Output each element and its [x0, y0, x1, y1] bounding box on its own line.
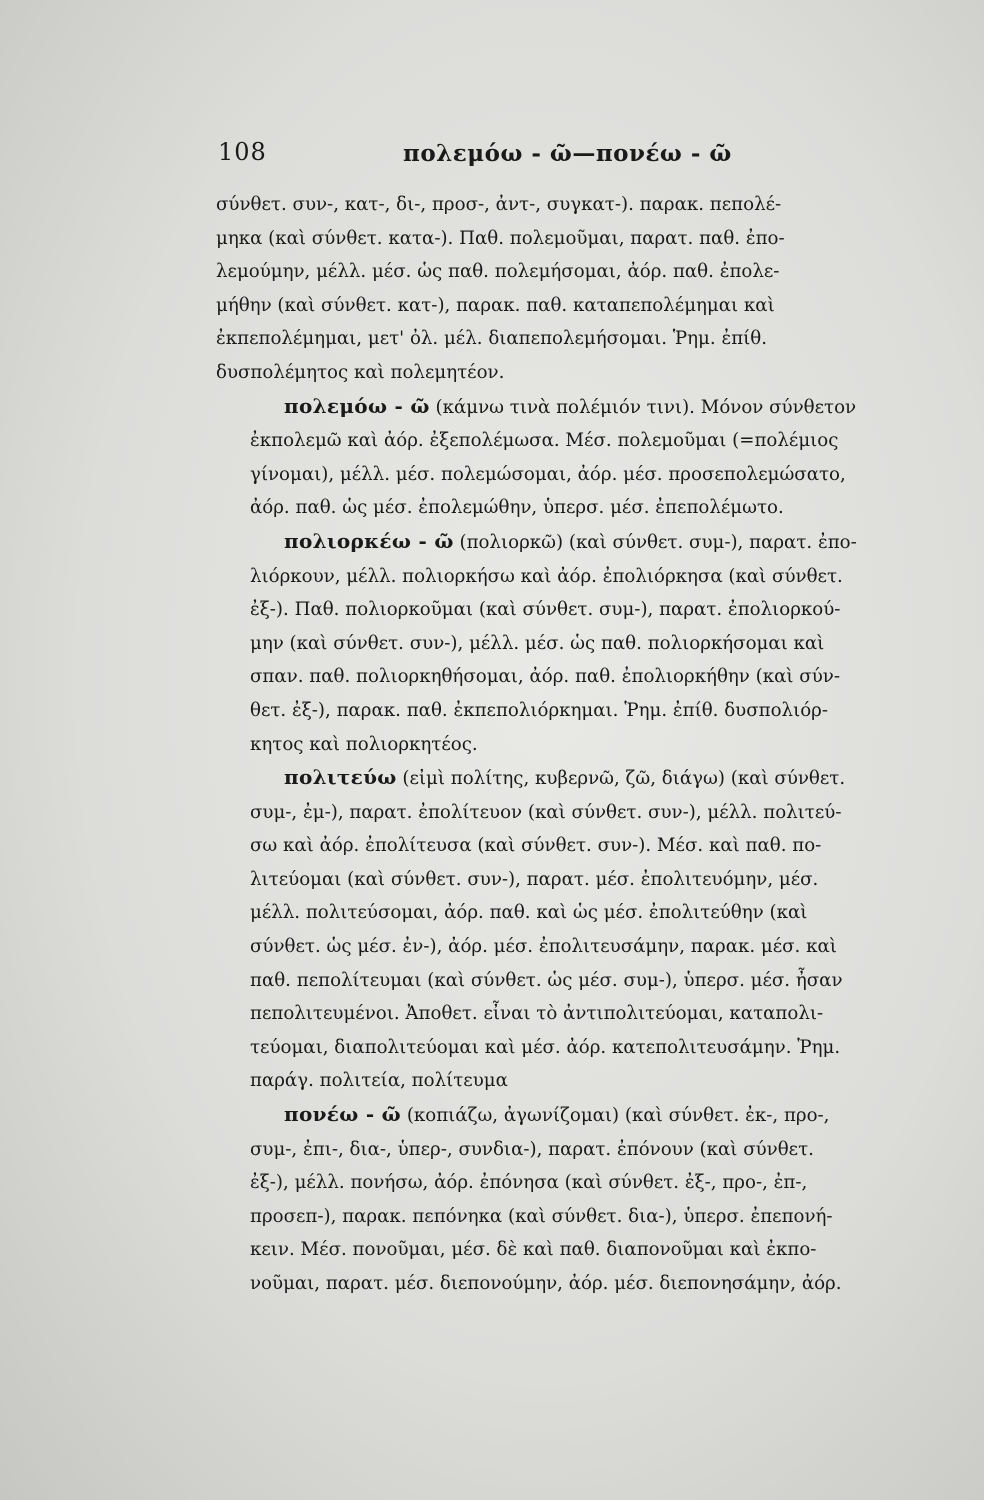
- page-header: [218, 138, 918, 178]
- dictionary-body: [216, 188, 886, 1301]
- entry-line: παράγ. πολιτεία, πολίτευμα: [250, 1070, 508, 1092]
- page-number: 108: [218, 138, 267, 166]
- entry-line: συμ-, ἐμ-), παρατ. ἐπολίτευον (καὶ σύνθετ. συν-), μέλλ. πολιτεύ-: [250, 801, 842, 823]
- entry-line: λεμούμην, μέλλ. μέσ. ὡς παθ. πολεμήσομαι, ἀόρ. παθ. ἐπολε-: [216, 261, 780, 283]
- entry-line: σύνθετ. συν-, κατ-, δι-, προσ-, ἀντ-, συγκατ-). παρακ. πεπολέ-: [216, 194, 782, 215]
- entry-poliorkeo: [216, 525, 886, 761]
- entry-polemoo: [216, 390, 886, 525]
- entry-line: λιτεύομαι (καὶ σύνθετ. συν-), παρατ. μέσ. ἐπολιτευόμην, μέσ.: [250, 868, 819, 890]
- entry-first-line: [216, 1098, 886, 1133]
- entry-line: σπαν. παθ. πολιορκηθήσομαι, ἀόρ. παθ. ἐπολιορκήθην (καὶ σύν-: [250, 666, 840, 688]
- entry-line: κειν. Μέσ. πονοῦμαι, μέσ. δὲ καὶ παθ. διαπονοῦμαι καὶ ἐκπο-: [250, 1239, 817, 1261]
- entry-line: (εἰμὶ πολίτης, κυβερνῶ, ζῶ, διάγω) (καὶ σύνθετ.: [396, 768, 846, 790]
- entry-lemma: πολιορκέω - ῶ: [284, 528, 454, 553]
- entry-line: ἐξ-). Παθ. πολιορκοῦμαι (καὶ σύνθετ. συμ-), παρατ. ἐπολιορκού-: [250, 599, 841, 621]
- entry-line: σύνθετ. ὡς μέσ. ἐν-), ἀόρ. μέσ. ἐπολιτευσάμην, παρακ. μέσ. καὶ: [250, 936, 837, 958]
- entry-line: γίνομαι), μέλλ. μέσ. πολεμώσομαι, ἀόρ. μέσ. προσεπολεμώσατο,: [250, 463, 846, 485]
- entry-lemma: πονέω - ῶ: [284, 1102, 402, 1127]
- entry-line: (πολιορκῶ) (καὶ σύνθετ. συμ-), παρατ. ἐπο-: [453, 531, 857, 553]
- entry-line: μηκα (καὶ σύνθετ. κατα-). Παθ. πολεμοῦμαι, παρατ. παθ. ἐπο-: [216, 227, 785, 249]
- entry-line: συμ-, ἐπι-, δια-, ὑπερ-, συνδια-), παρατ. ἐπόνουν (καὶ σύνθετ.: [250, 1138, 814, 1160]
- entry-first-line: [216, 390, 886, 425]
- entry-line: ἐξ-), μέλλ. πονήσω, ἀόρ. ἐπόνησα (καὶ σύνθετ. ἐξ-, προ-, ἐπ-,: [250, 1172, 808, 1194]
- entry-line: μέλλ. πολιτεύσομαι, ἀόρ. παθ. καὶ ὡς μέσ. ἐπολιτεύθην (καὶ: [250, 902, 808, 924]
- entry-lemma: πολιτεύω: [284, 765, 397, 790]
- entry-line: νοῦμαι, παρατ. μέσ. διεπονούμην, ἀόρ. μέσ. διεπονησάμην, ἀόρ.: [250, 1273, 842, 1294]
- entry-line: πεπολιτευμένοι. Ἀποθετ. εἶναι τὸ ἀντιπολιτεύομαι, καταπολι-: [250, 1003, 824, 1025]
- entry-line: μην (καὶ σύνθετ. συν-), μέλλ. μέσ. ὡς παθ. πολιορκήσομαι καὶ: [250, 632, 825, 654]
- entry-politeuo: [216, 761, 886, 1098]
- entry-line: σω καὶ ἀόρ. ἐπολίτευσα (καὶ σύνθετ. συν-). Μέσ. καὶ παθ. πο-: [250, 835, 822, 857]
- entry-line: λιόρκουν, μέλλ. πολιορκήσω καὶ ἀόρ. ἐπολιόρκησα (καὶ σύνθετ.: [250, 565, 843, 587]
- entry-line: θετ. ἐξ-), παρακ. παθ. ἐκπεπολιόρκημαι. Ῥημ. ἐπίθ. δυσπολιόρ-: [250, 699, 829, 721]
- entry-line: παθ. πεπολίτευμαι (καὶ σύνθετ. ὡς μέσ. συμ-), ὑπερσ. μέσ. ἦσαν: [250, 969, 843, 991]
- entry-line: μήθην (καὶ σύνθετ. κατ-), παρακ. παθ. καταπεπολέμημαι καὶ: [216, 294, 775, 316]
- entry-line: ἐκπεπολέμημαι, μετ' ὀλ. μέλ. διαπεπολεμήσομαι. Ῥημ. ἐπίθ.: [216, 328, 768, 350]
- entry-line: (κοπιάζω, ἀγωνίζομαι) (καὶ σύνθετ. ἐκ-, προ-,: [401, 1105, 830, 1127]
- entry-line: δυσπολέμητος καὶ πολεμητέον.: [216, 361, 505, 383]
- entry-line: ἀόρ. παθ. ὡς μέσ. ἐπολεμώθην, ὑπερσ. μέσ. ἐπεπολέμωτο.: [250, 497, 784, 519]
- entry-continuation: [216, 188, 886, 390]
- entry-line: ἐκπολεμῶ καὶ ἀόρ. ἐξεπολέμωσα. Μέσ. πολεμοῦμαι (=πολέμιος: [250, 430, 839, 452]
- entry-line: τεύομαι, διαπολιτεύομαι καὶ μέσ. ἀόρ. κατεπολιτευσάμην. Ῥημ.: [250, 1036, 841, 1058]
- entry-first-line: [216, 761, 886, 796]
- entry-line: κητος καὶ πολιορκητέος.: [250, 733, 478, 755]
- entry-lemma: πολεμόω - ῶ: [284, 393, 430, 418]
- entry-poneo: [216, 1098, 886, 1301]
- entry-line: (κάμνω τινὰ πολέμιόν τινι). Μόνον σύνθετον: [429, 396, 857, 418]
- running-head: πολεμόω - ῶ—πονέω - ῶ: [403, 140, 732, 167]
- entry-line: προσεπ-), παρακ. πεπόνηκα (καὶ σύνθετ. δια-), ὑπερσ. ἐπεπονή-: [250, 1205, 833, 1227]
- entry-first-line: [216, 525, 886, 560]
